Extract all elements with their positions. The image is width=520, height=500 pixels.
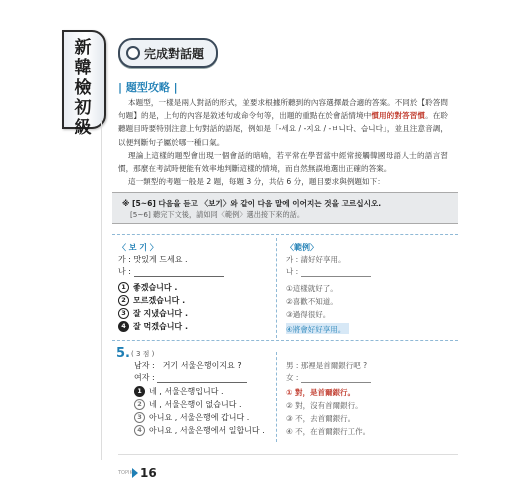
answer-blank bbox=[301, 268, 371, 277]
option-text: 좋겠습니다 . bbox=[133, 283, 178, 292]
example-bottom-divider bbox=[112, 340, 458, 341]
q5-zh-option-3: ③ 不，去首爾銀行。 bbox=[286, 414, 356, 423]
section-header bbox=[118, 38, 218, 68]
option-number-icon: 3 bbox=[134, 412, 145, 423]
circle-icon bbox=[126, 46, 140, 60]
option-text: 모르겠습니다 . bbox=[133, 296, 186, 305]
q5-option-4 bbox=[134, 425, 265, 436]
sub-heading: | 題型攻略 | bbox=[118, 81, 178, 94]
option-text: 잘 먹겠습니다 . bbox=[133, 322, 188, 331]
example-ko-speaker2: 나 : bbox=[118, 267, 131, 276]
example-top-divider bbox=[112, 234, 458, 235]
example-ko-option-2 bbox=[118, 295, 185, 306]
answer-blank bbox=[301, 374, 371, 383]
q5-option-3 bbox=[134, 412, 249, 423]
q5-zh-woman-label: 女 : bbox=[286, 373, 299, 382]
q5-middle-divider bbox=[276, 352, 277, 442]
intro-p1-b: 。在聆聽題目時要特別注意上句對話的語尾，例如是「-세요 / -지요 / -ㅂ니다、습니다」，並且注意音調，以便判斷句子屬於哪一種口氣。 bbox=[118, 111, 449, 147]
section-title: 完成對話題 bbox=[144, 47, 205, 61]
option-number-icon: 1 bbox=[118, 282, 129, 293]
example-zh-label: 〈範例〉 bbox=[286, 243, 318, 252]
example-zh-option-1: ①這樣就好了。 bbox=[286, 284, 338, 293]
q5-zh-option-4: ④ 不，在首爾銀行工作。 bbox=[286, 427, 371, 436]
q5-zh-option-1: ① 對，是首爾銀行。 bbox=[286, 388, 355, 397]
option-number-icon: 2 bbox=[134, 399, 145, 410]
q5-option-1 bbox=[134, 386, 224, 397]
example-ko-option-1 bbox=[118, 282, 177, 293]
intro-p1-a: 本題型，一樣是兩人對話的形式，並要求根據所聽到的內容選擇最合適的答案。不同於【聆答問句題】的是，上句的內容是敘述句或命令句等，出題的重點在於會話情境中 bbox=[118, 98, 448, 121]
option-text: 네 , 서울은행입니다 . bbox=[149, 387, 224, 396]
instruction-chinese: [5~6] 聽完下文後，請如同〈範例〉選出接下來的話。 bbox=[130, 210, 305, 219]
option-text: 아니요 , 서울은행에 갑니다 . bbox=[149, 413, 250, 422]
q5-zh-woman-row bbox=[286, 372, 371, 383]
intro-paragraph-1 bbox=[118, 96, 448, 149]
intro-text bbox=[118, 96, 448, 188]
question-instruction-box bbox=[112, 192, 458, 224]
q5-man-line: 남자 : 거기 서울은행이지요 ? bbox=[134, 361, 242, 370]
q5-option-2 bbox=[134, 399, 242, 410]
option-text: 잘 지냈습니다 . bbox=[133, 309, 188, 318]
footer-label: TOPIK bbox=[118, 470, 133, 476]
option-number-icon: 2 bbox=[118, 295, 129, 306]
arrow-right-icon bbox=[132, 468, 138, 478]
option-number-selected-icon: 1 bbox=[134, 386, 145, 397]
option-number-selected-icon: 4 bbox=[118, 321, 129, 332]
question-points: ( 3 점 ) bbox=[131, 350, 155, 358]
example-ko-option-4 bbox=[118, 321, 188, 332]
question-number: 5. bbox=[116, 346, 130, 361]
example-zh-speaker2: 나 : bbox=[286, 267, 299, 276]
example-middle-divider bbox=[276, 238, 277, 338]
answer-blank bbox=[157, 374, 247, 383]
example-zh-option-4: ④將會好好享用。 bbox=[286, 325, 346, 334]
example-ko-speaker1: 가 : 맛있게 드세요 . bbox=[118, 255, 188, 264]
example-zh-speaker2-row bbox=[286, 266, 371, 277]
intro-paragraph-3: 這一類型的考題一般是 2 題，每題 3 分，共佔 6 分，題目要求與例題如下： bbox=[128, 177, 385, 187]
example-zh-speaker1: 가 : 請好好享用。 bbox=[286, 255, 346, 264]
q5-woman-label: 여자 : bbox=[134, 373, 155, 382]
option-number-icon: 4 bbox=[134, 425, 145, 436]
example-zh-option-2: ②喜歡不知道。 bbox=[286, 297, 338, 306]
intro-p1-highlight: 慣用的對答習慣 bbox=[371, 111, 426, 121]
option-text: 네 , 서울은행이 없습니다 . bbox=[149, 400, 242, 409]
chapter-side-tab bbox=[62, 30, 106, 138]
option-number-icon: 3 bbox=[118, 308, 129, 319]
side-tab-label: 新韓檢初級 bbox=[74, 38, 92, 138]
side-divider bbox=[101, 120, 102, 460]
q5-zh-man: 男 : 那裡是首爾銀行吧 ? bbox=[286, 361, 368, 370]
q5-zh-option-2: ② 對，沒有首爾銀行。 bbox=[286, 401, 363, 410]
option-text: 아니요 , 서울은행에서 일합니다 . bbox=[149, 426, 265, 435]
footer-divider bbox=[118, 454, 458, 455]
example-ko-label: 〈 보 기 〉 bbox=[118, 243, 158, 252]
q5-woman-row bbox=[134, 372, 247, 383]
answer-blank bbox=[134, 268, 224, 277]
example-zh-option-3: ③過得很好。 bbox=[286, 310, 331, 319]
example-ko-speaker2-row bbox=[118, 266, 224, 277]
page-number: 16 bbox=[140, 466, 157, 480]
intro-paragraph-2: 理論上這樣的題型會出現一個會話的暗喻，若平常在學習當中經常接觸韓國母語人士的語言習慣，那麼在考試時便能有效率地判斷這樣的情境，而自然無誤地選出正確的答案。 bbox=[118, 150, 448, 174]
instruction-korean: ※ [5~6] 다음을 듣고 〈보기〉와 같이 다음 말에 이어지는 것을 고르십시오. bbox=[122, 199, 382, 208]
example-ko-option-3 bbox=[118, 308, 188, 319]
